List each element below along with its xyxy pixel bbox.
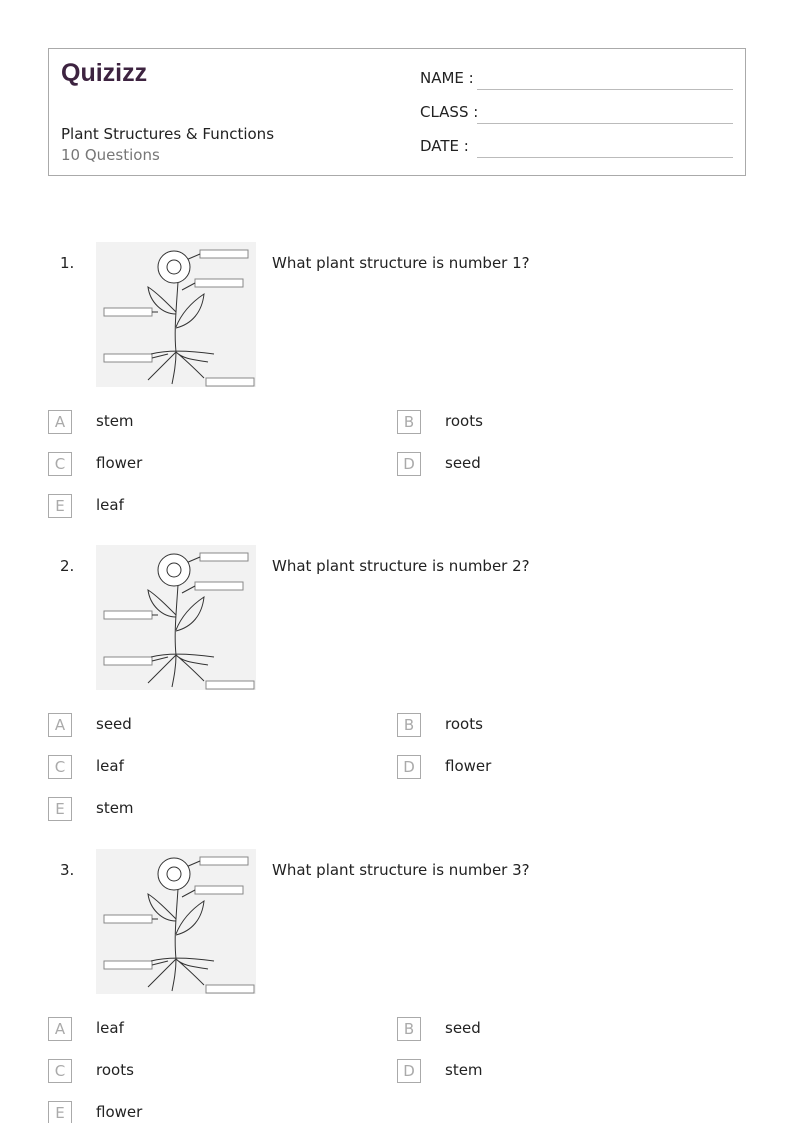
option-label: roots [445, 715, 483, 733]
question-text: What plant structure is number 1? [272, 254, 530, 272]
worksheet-header [48, 48, 746, 176]
option-letter-box: E [48, 494, 72, 518]
name-line [477, 89, 733, 90]
option-label: seed [96, 715, 132, 733]
option-label: seed [445, 454, 481, 472]
option-letter-box: C [48, 452, 72, 476]
option-label: leaf [96, 496, 124, 514]
class-label: CLASS : [420, 103, 479, 121]
date-line [477, 157, 733, 158]
date-label: DATE : [420, 137, 469, 155]
option-label: flower [96, 454, 143, 472]
question-number: 2. [60, 557, 75, 575]
option-letter-box: C [48, 755, 72, 779]
plant-diagram-image [96, 242, 256, 387]
option-letter-box: E [48, 797, 72, 821]
option-letter-box: E [48, 1101, 72, 1123]
class-field[interactable] [420, 103, 478, 121]
option-label: stem [96, 799, 134, 817]
question-text: What plant structure is number 3? [272, 861, 530, 879]
option-letter-box: A [48, 1017, 72, 1041]
question-count: 10 Questions [61, 146, 160, 164]
option-letter-box: A [48, 410, 72, 434]
option-label: stem [96, 412, 134, 430]
option-label: seed [445, 1019, 481, 1037]
question-text: What plant structure is number 2? [272, 557, 530, 575]
option-letter-box: B [397, 1017, 421, 1041]
date-field[interactable] [420, 137, 469, 155]
option-label: flower [96, 1103, 143, 1121]
option-label: flower [445, 757, 492, 775]
plant-diagram-image [96, 545, 256, 690]
worksheet-title: Plant Structures & Functions [61, 125, 275, 143]
option-letter-box: C [48, 1059, 72, 1083]
option-letter-box: B [397, 410, 421, 434]
option-letter-box: D [397, 1059, 421, 1083]
class-line [477, 123, 733, 124]
option-letter-box: D [397, 452, 421, 476]
question-number: 3. [60, 861, 75, 879]
option-label: leaf [96, 1019, 124, 1037]
name-label: NAME : [420, 69, 474, 87]
option-label: leaf [96, 757, 124, 775]
option-label: stem [445, 1061, 483, 1079]
question-number: 1. [60, 254, 75, 272]
name-field[interactable] [420, 69, 474, 87]
option-letter-box: D [397, 755, 421, 779]
plant-diagram-image [96, 849, 256, 994]
option-letter-box: B [397, 713, 421, 737]
option-label: roots [445, 412, 483, 430]
option-letter-box: A [48, 713, 72, 737]
option-label: roots [96, 1061, 134, 1079]
quizizz-logo: Quizizz [61, 59, 148, 87]
